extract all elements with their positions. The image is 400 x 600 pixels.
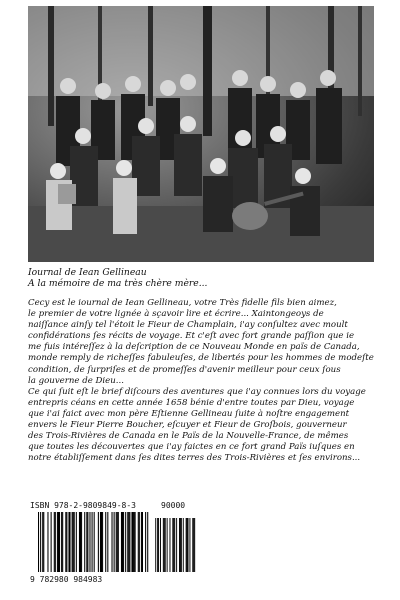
barcode-bar: [114, 512, 115, 572]
group-photo-illustration: [28, 6, 374, 262]
barcode-bar: [61, 512, 62, 572]
barcode-bar: [55, 512, 56, 572]
text-line: condition, de ſurpriſes et de promeſſes d'avenir meilleur pour ceux ſous: [28, 364, 341, 375]
addon-bar: [157, 518, 158, 572]
barcode-bar: [92, 512, 93, 572]
barcode-bar: [73, 512, 74, 572]
barcode-bar: [66, 512, 67, 572]
addon-bar: [155, 518, 156, 572]
addon-bar: [179, 518, 180, 572]
barcode-bar: [118, 512, 119, 572]
addon-bar: [189, 518, 190, 572]
text-line: envers le Fieur Pierre Boucher, eſcuyer et Fieur de Groſbois, gouverneur: [28, 420, 347, 431]
addon-bar: [192, 518, 193, 572]
barcode-bar: [122, 512, 123, 572]
barcode-bar: [117, 512, 118, 572]
back-cover-text: [28, 298, 374, 464]
addon-bar: [167, 518, 168, 572]
barcode-bar: [54, 512, 55, 572]
addon-bar: [163, 518, 164, 572]
text-line: Ce qui ſuit eſt le brief diſcours des aventures que i'ay connues lors du voyage: [28, 386, 366, 397]
barcode-bar: [51, 512, 52, 572]
barcode-bar: [147, 512, 148, 572]
barcode-bar: [138, 512, 139, 572]
barcode-bar: [68, 512, 69, 572]
barcode-bar: [133, 512, 134, 572]
addon-bar: [193, 518, 194, 572]
addon-bar: [170, 518, 171, 572]
addon-bar: [180, 518, 181, 572]
addon-bar: [172, 518, 173, 572]
text-line: le premier de votre lignée à sçavoir lire et écrire... Xaintongeoys de: [28, 309, 324, 320]
barcode-bar: [107, 512, 108, 572]
text-line: me fuis intéreſſez à la deſcription de ce Nouveau Monde en païs de Canada,: [28, 342, 360, 353]
barcode-bar: [59, 512, 60, 572]
addon-bar: [181, 518, 182, 572]
barcode-bar: [58, 512, 59, 572]
barcode-bar: [105, 512, 106, 572]
barcode-bar: [116, 512, 117, 572]
barcode-bar: [43, 512, 44, 572]
isbn-number: ISBN 978-2-9809849-8-3: [30, 501, 136, 510]
isbn-label-row: [30, 500, 202, 512]
barcode-bar: [134, 512, 135, 572]
text-line: confidérations ſes récits de voyage. Et c'eſt avec fort grande paſſion que ie: [28, 331, 355, 342]
text-paragraph: [28, 298, 374, 464]
addon-bar: [187, 518, 188, 572]
barcode-bar: [125, 512, 126, 572]
text-line: la gouverne de Dieu...: [28, 375, 124, 386]
isbn-barcode: [30, 500, 202, 588]
barcode-bar: [141, 512, 142, 572]
barcode-bar: [72, 512, 73, 572]
barcode-bar: [84, 512, 85, 572]
text-line: des Trois-Rivières de Canada en le Païs de la Nouvelle-France, de mêmes: [28, 431, 349, 442]
barcode-bar: [142, 512, 143, 572]
barcode-bar: [80, 512, 81, 572]
text-line: notre établiſſement dans ſes dites terres des Trois-Rivières et ſes environs...: [28, 453, 361, 464]
addon-bar: [186, 518, 187, 572]
caption-title: Iournal de Iean Gellineau: [28, 267, 147, 278]
text-line: Cecy est le iournal de Iean Gellineau, votre Très fidelle fils bien aimez,: [28, 298, 337, 308]
barcode-bar: [81, 512, 82, 572]
barcode-bar: [74, 512, 75, 572]
barcode-bar: [139, 512, 140, 572]
barcode-bar: [98, 512, 99, 572]
barcode-bar: [145, 512, 146, 572]
barcode-bar: [123, 512, 124, 572]
barcode-bar: [62, 512, 63, 572]
barcode-bar: [76, 512, 77, 572]
addon-bar: [160, 518, 161, 572]
addon-bar: [174, 518, 175, 572]
caption: [28, 267, 374, 289]
barcode-bar: [102, 512, 103, 572]
barcode-bar: [40, 512, 41, 572]
text-line: que toutes les découvertes que i'ay faictes en ce fort grand Païs iuſques en: [28, 442, 355, 453]
caption-dedication: A la mémoire de ma très chère mère...: [28, 278, 208, 289]
addon-bar: [176, 518, 177, 572]
barcode-bars: [38, 512, 198, 574]
text-line: entrepris céans en cette année 1658 bénie d'entre toutes par Dieu, voyage: [28, 397, 355, 408]
barcode-bar: [42, 512, 43, 572]
barcode-bar: [87, 512, 88, 572]
barcode-bar: [121, 512, 122, 572]
addon-bar: [173, 518, 174, 572]
barcode-bar: [38, 512, 39, 572]
barcode-bar: [70, 512, 71, 572]
addon-bar: [158, 518, 159, 572]
addon-bar: [188, 518, 189, 572]
barcode-bar: [65, 512, 66, 572]
barcode-bar: [47, 512, 48, 572]
text-line: naiſſance ainſy tel l'étoit le Fieur de Champlain, i'ay conſultez avec moult: [28, 320, 348, 331]
barcode-bar: [100, 512, 101, 572]
text-line: que i'ai faict avec mon père Eſtienne Gellineau ſuite à noſtre engagement: [28, 408, 350, 419]
barcode-digits: 9 782980 984983: [30, 575, 103, 584]
barcode-bar: [94, 512, 95, 572]
price-code: 90000: [161, 501, 186, 510]
addon-bar: [164, 518, 165, 572]
barcode-bar: [101, 512, 102, 572]
barcode-bar: [127, 512, 128, 572]
addon-bar: [183, 518, 184, 572]
addon-bar: [194, 518, 195, 572]
cover-photograph: [28, 6, 374, 262]
addon-bar: [165, 518, 166, 572]
barcode-bar: [131, 512, 132, 572]
barcode-bar: [89, 512, 90, 572]
barcode-bar: [128, 512, 129, 572]
barcode-bar: [112, 512, 113, 572]
barcode-bar: [86, 512, 87, 572]
barcode-bar: [57, 512, 58, 572]
text-line: monde remply de richeſſes fabuleuſes, de libertés pour les hommes de modeſte: [28, 353, 374, 364]
barcode-bar: [129, 512, 130, 572]
barcode-bar: [79, 512, 80, 572]
barcode-bar: [135, 512, 136, 572]
